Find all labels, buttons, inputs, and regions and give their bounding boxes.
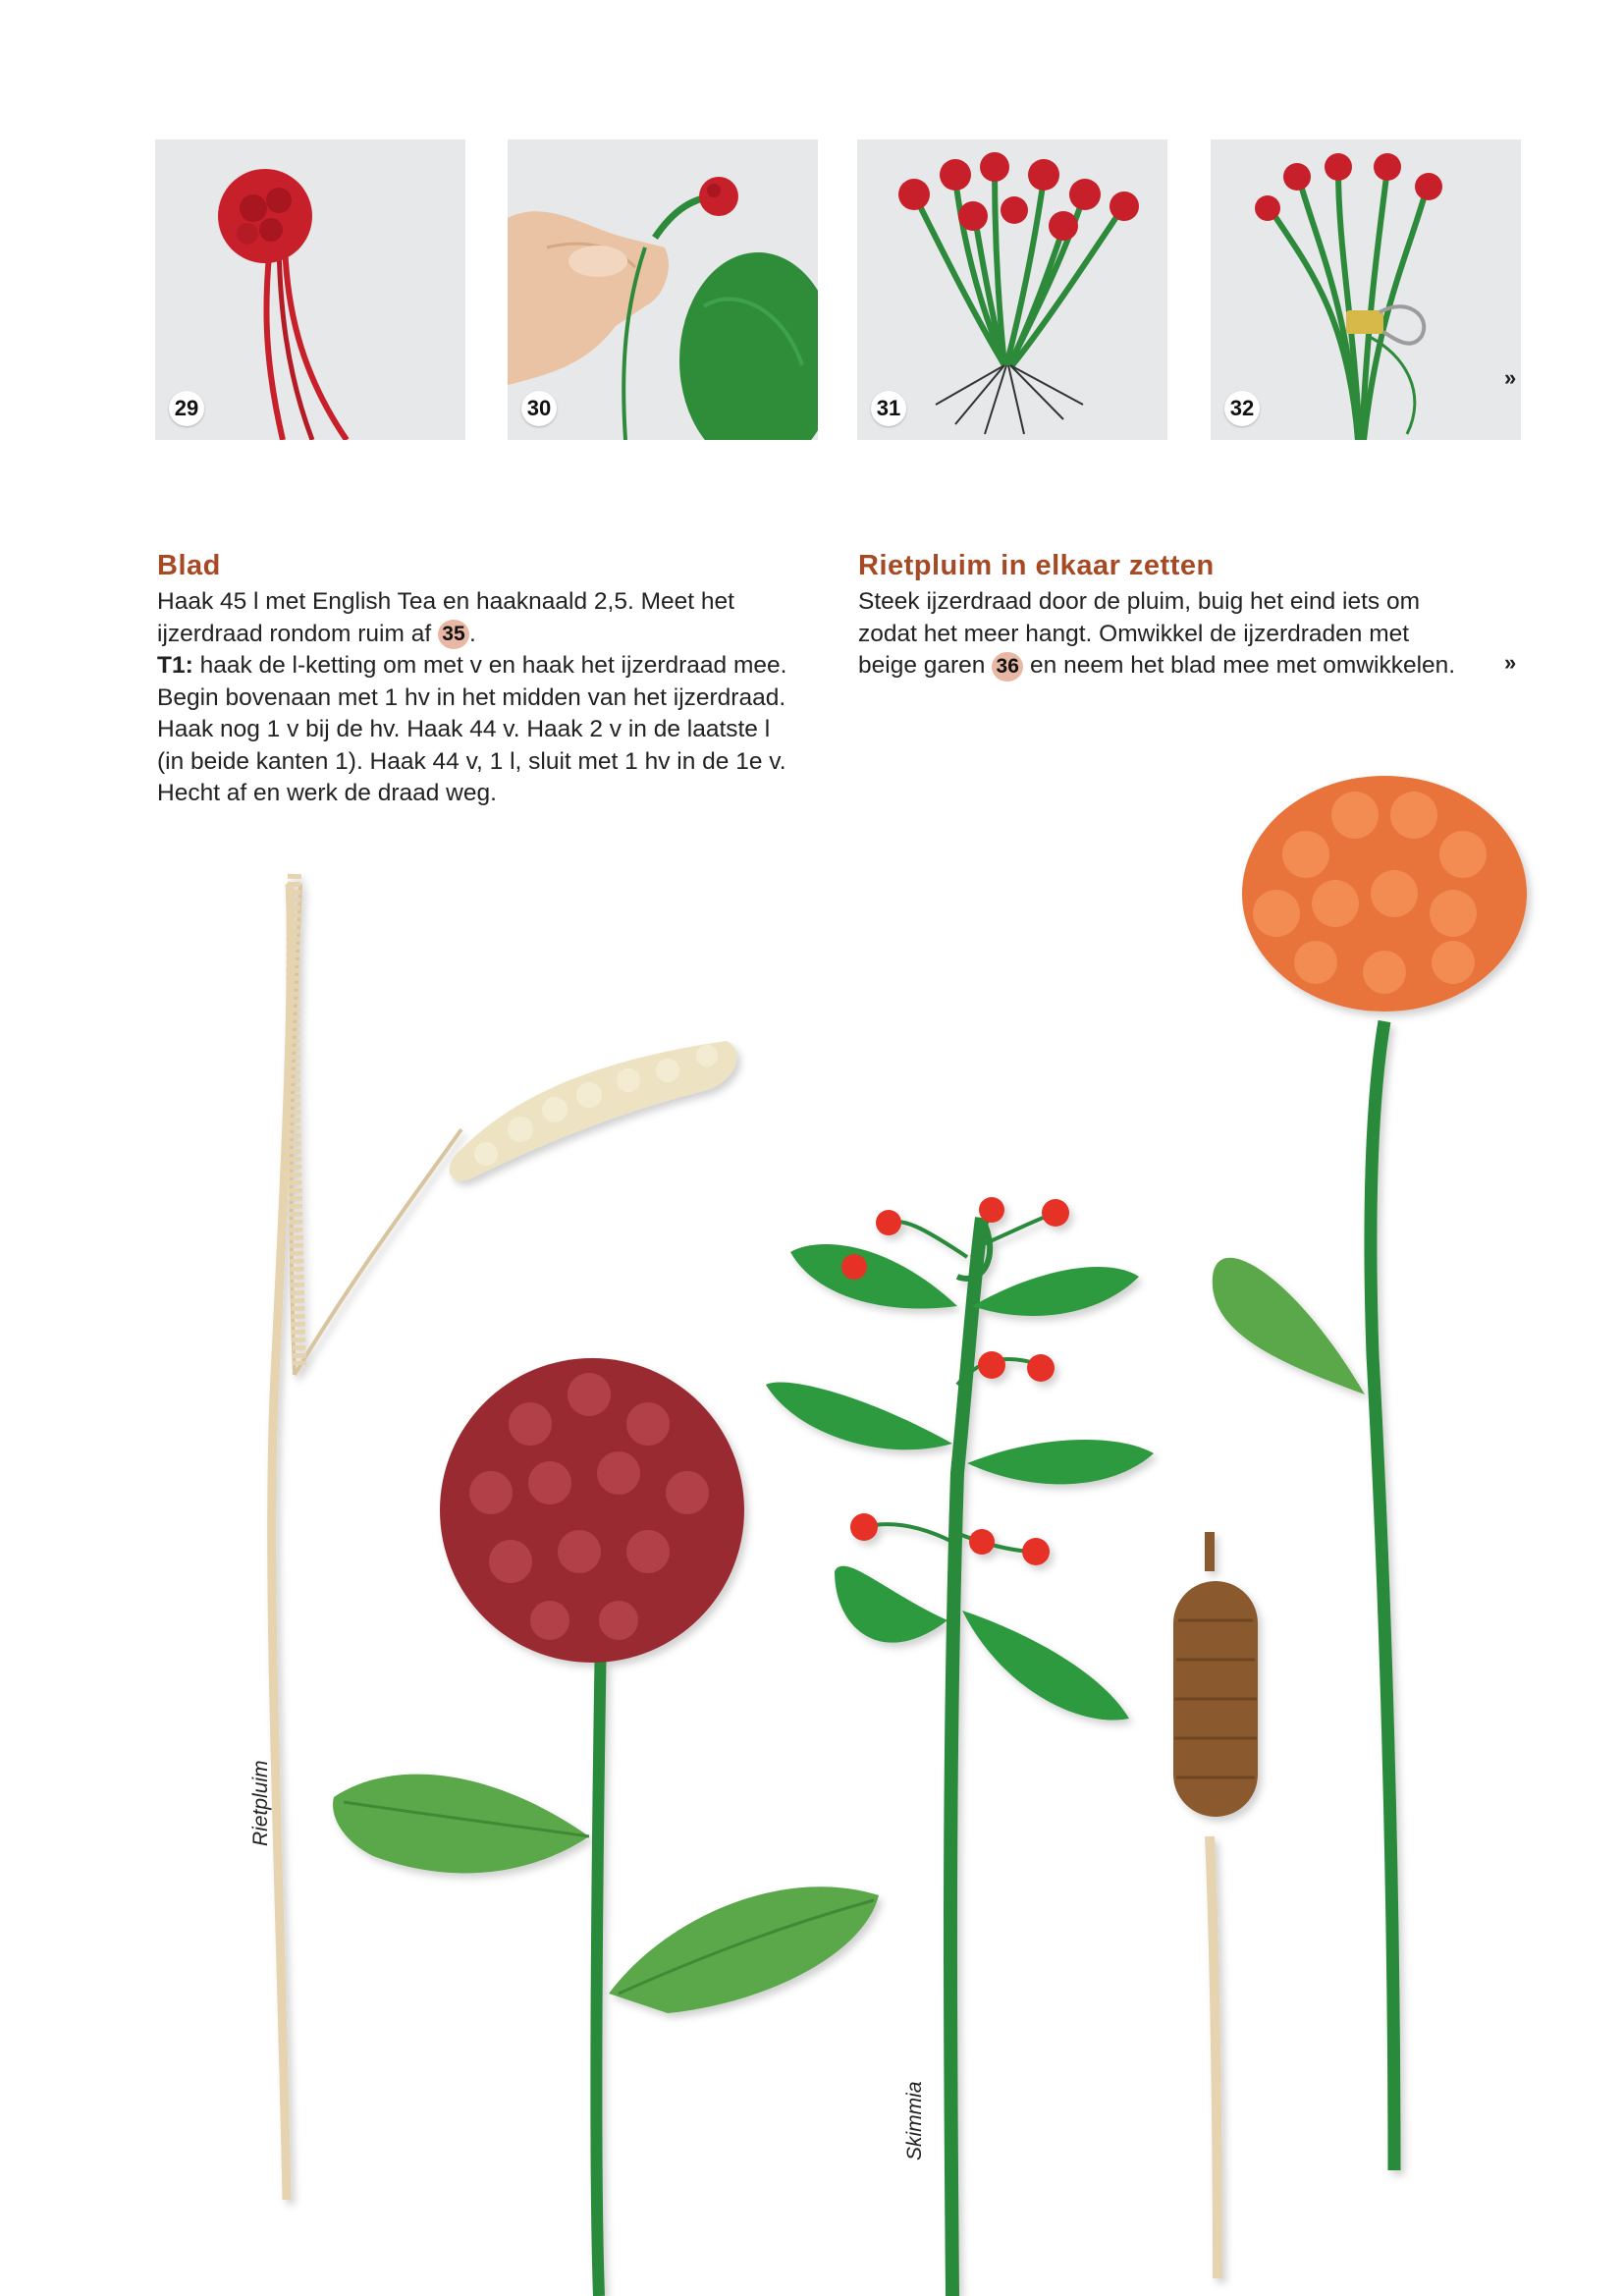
orange-chrysanthemum xyxy=(1213,776,1527,2170)
text-line: zodat het meer hangt. Omwikkel de ijzerdraden met xyxy=(858,620,1410,647)
step-reference-badge: 36 xyxy=(992,652,1023,682)
step-number-badge: 29 xyxy=(169,391,204,426)
text-line: Hecht af en werk de draad weg. xyxy=(157,780,497,806)
caption-skimmia: Skimmia xyxy=(903,2081,926,2160)
skimmia-plant xyxy=(766,1197,1154,2296)
continue-marker: » xyxy=(1504,365,1517,390)
row-label: T1: xyxy=(157,652,193,679)
step-reference-badge: 35 xyxy=(438,620,469,649)
text-span: beige garen xyxy=(858,652,986,679)
step-number-badge: 31 xyxy=(871,391,906,426)
text-line: (in beide kanten 1). Haak 44 v, 1 l, sluit met 1 hv in de 1e v. xyxy=(157,747,786,775)
text-span: ijzerdraad rondom ruim af xyxy=(157,620,432,647)
caption-rietpluim: Rietpluim xyxy=(249,1760,272,1846)
burgundy-chrysanthemum xyxy=(333,1358,879,2296)
text-line: Haak 45 l met English Tea en haaknaald 2,5. Meet het xyxy=(157,588,734,615)
text-span: haak de l-ketting om met v en haak het ijzerdraad mee. xyxy=(199,652,787,679)
step-number-badge: 30 xyxy=(521,391,557,426)
step-number-badge: 32 xyxy=(1224,391,1260,426)
cattail xyxy=(1173,1532,1258,2278)
section-heading-blad: Blad xyxy=(157,550,221,581)
continue-marker: » xyxy=(1504,650,1517,675)
section-heading-rietpluim: Rietpluim in elkaar zetten xyxy=(858,550,1215,581)
text-line: Steek ijzerdraad door de pluim, buig het eind iets om xyxy=(858,588,1420,615)
text-span: . xyxy=(468,620,476,647)
text-span: en neem het blad mee met omwikkelen. xyxy=(1030,652,1456,679)
text-line: Haak nog 1 v bij de hv. Haak 44 v. Haak 2 v in de laatste l xyxy=(157,716,771,742)
text-line: Begin bovenaan met 1 hv in het midden van het ijzerdraad. xyxy=(157,683,786,711)
